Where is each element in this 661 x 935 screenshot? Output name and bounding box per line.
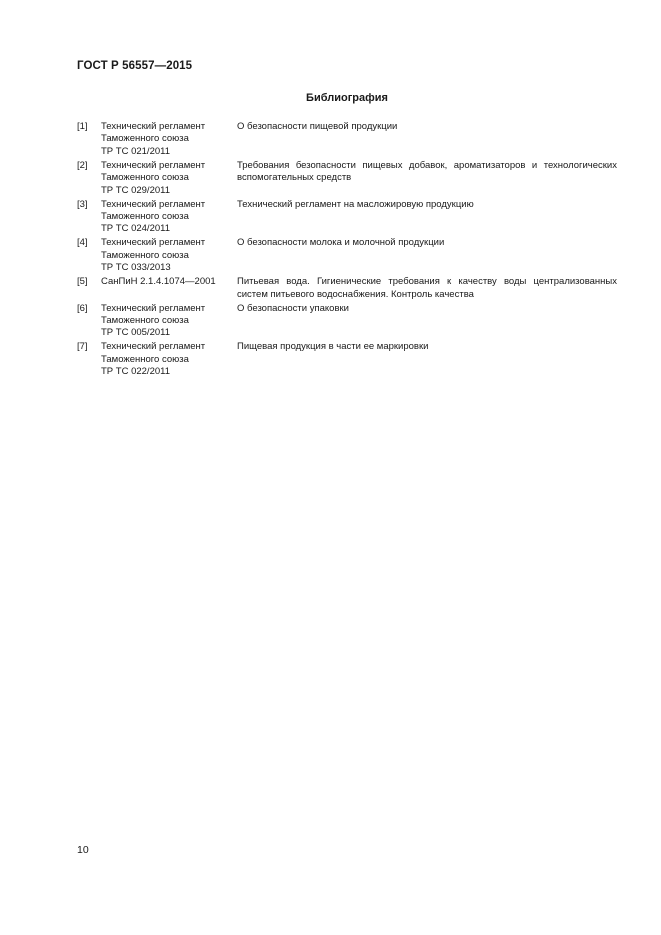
bibliography-list: [77, 121, 617, 380]
entry-title: Требования безопасности пищевых добавок, ароматизаторов и технологических вспомогательных средств: [237, 159, 617, 184]
entry-title: Пищевая продукция в части ее маркировки: [237, 341, 429, 353]
entry-title: О безопасности пищевой продукции: [237, 121, 398, 132]
entry-title: Технический регламент на масложировую продукцию: [237, 198, 474, 210]
bibliography-entry-1: [77, 121, 617, 158]
bibliography-entry-4: [77, 237, 617, 274]
entry-source: Технический регламент Таможенного союза ТР ТС 022/2011: [101, 341, 206, 378]
bibliography-title: Библиография: [306, 92, 388, 104]
entry-source: Технический регламент Таможенного союза ТР ТС 021/2011: [101, 121, 206, 157]
entry-number: [2]: [77, 159, 88, 171]
entry-number: [4]: [77, 237, 88, 249]
bibliography-entry-6: [77, 303, 617, 340]
bibliography-entry-5: [77, 276, 617, 301]
entry-number: [5]: [77, 276, 88, 288]
bibliography-entry-3: [77, 199, 617, 236]
document-code: ГОСТ Р 56557—2015: [77, 60, 193, 72]
entry-number: [3]: [77, 198, 88, 210]
entry-title: О безопасности молока и молочной продукции: [237, 237, 445, 249]
bibliography-entry-7: [77, 341, 617, 378]
entry-source: Технический регламент Таможенного союза ТР ТС 024/2011: [101, 198, 206, 235]
entry-title: Питьевая вода. Гигиенические требования к качеству воды централизованных систем питьевого водоснабжения. Контроль качества: [237, 276, 617, 300]
entry-source: Технический регламент Таможенного союза ТР ТС 033/2013: [101, 237, 206, 274]
entry-number: [7]: [77, 341, 88, 353]
entry-source: СанПиН 2.1.4.1074—2001: [101, 276, 216, 288]
bibliography-entry-2: [77, 160, 617, 197]
page-number: 10: [77, 844, 89, 856]
entry-title: О безопасности упаковки: [237, 302, 349, 314]
entry-source: Технический регламент Таможенного союза ТР ТС 029/2011: [101, 159, 206, 196]
entry-source: Технический регламент Таможенного союза ТР ТС 005/2011: [101, 302, 206, 339]
entry-number: [6]: [77, 302, 88, 314]
entry-number: [1]: [77, 121, 88, 132]
